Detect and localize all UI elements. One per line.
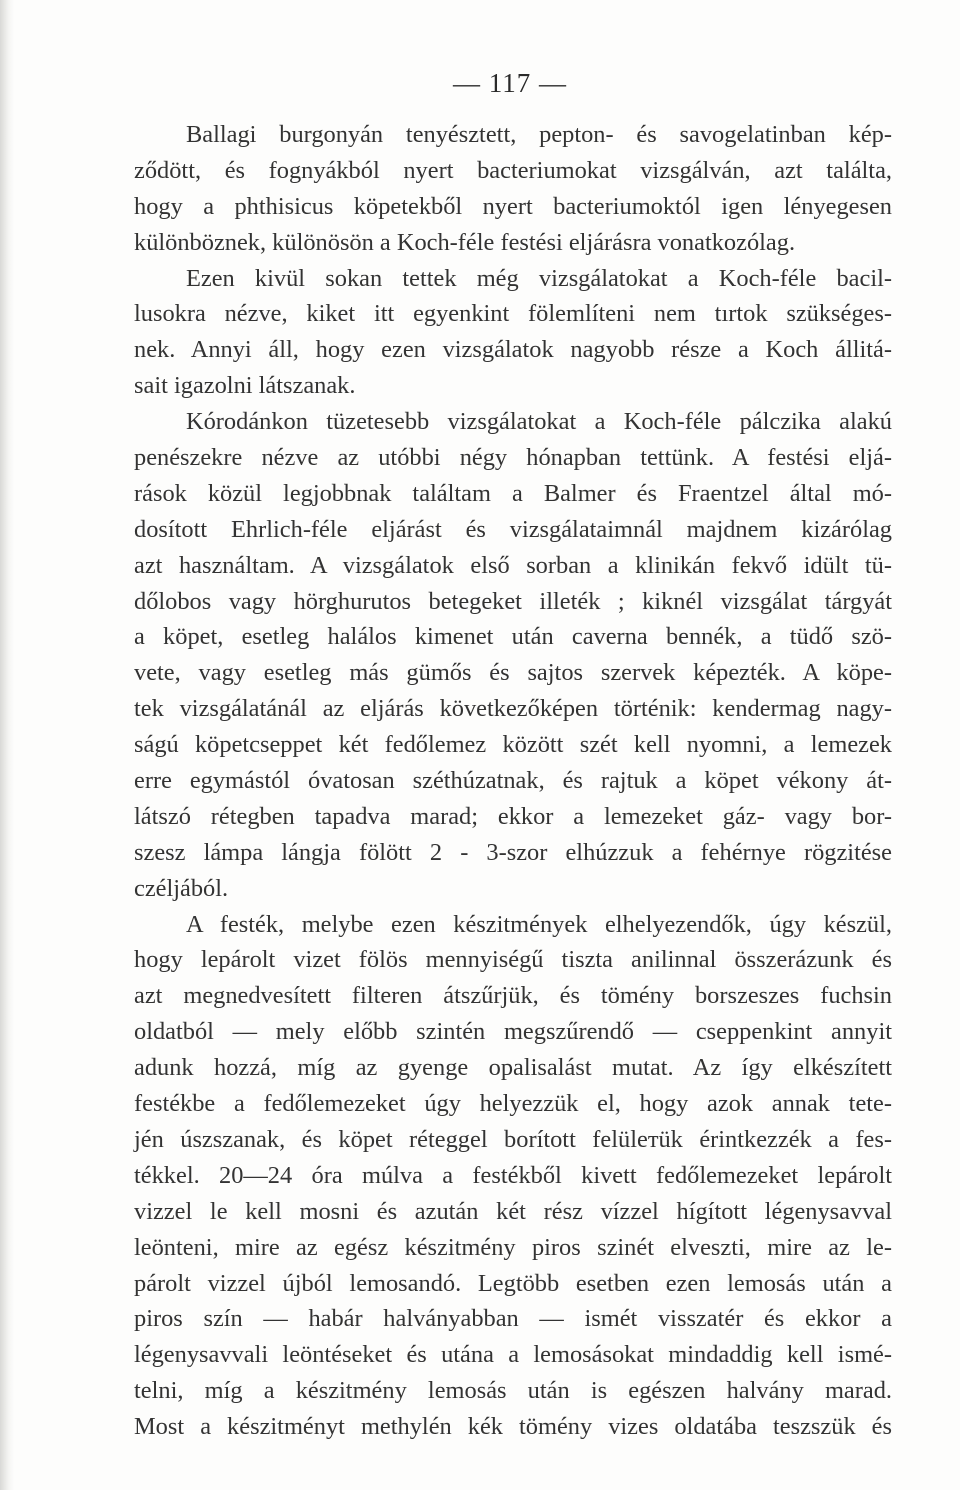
text-line: lusokra nézve, kiket itt egyenkint fölemlíteni nem tırtok szükséges- xyxy=(134,300,892,328)
text-line: különböznek, különösön a Koch-féle festési eljárásra vonatkozólag. xyxy=(134,228,796,256)
text-line: adunk hozzá, míg az gyenge opalisalást mutat. Az így elkészített xyxy=(134,1054,892,1082)
text-line: hogy a phthisicus köpetekből nyert bacteriumoktól igen lényegesen xyxy=(134,192,892,220)
text-line: látszó rétegben tapadva marad; ekkor a lemezeket gáz- vagy bor- xyxy=(134,802,892,830)
text-line: piros szín — habár halványabban — ismét visszatér és ekkor a xyxy=(134,1305,892,1333)
text-line: oldatból — mely előbb szintén megszűrendő — cseppenkint annyit xyxy=(134,1018,892,1046)
text-line: azt használtam. A vizsgálatok első sorban a klinikán fekvő idült tü- xyxy=(134,551,892,579)
text-line: penészekre nézve az utóbbi négy hónapban tettünk. A festési eljá- xyxy=(134,444,892,472)
text-line: légenysavvali leöntéseket és utána a lemosásokat mindaddig kell ismé- xyxy=(134,1341,892,1369)
text-line: a köpet, esetleg halálos kimenet után caverna bennék, a tüdő szö- xyxy=(134,623,892,651)
text-line: czéljából. xyxy=(134,874,229,902)
text-line: vizzel le kell mosni és azután két rész vízzel hígított légenysavval xyxy=(134,1197,892,1225)
text-line: hogy lepárolt vizet fölös mennyiségű tiszta anilinnal összerázunk és xyxy=(134,946,892,974)
text-line: Most a készitményt methylén kék tömény vizes oldatába teszszük és xyxy=(134,1413,892,1441)
text-line: dőlobos vagy hörghurutos betegeket illeték ; kiknél vizsgálat tárgyát xyxy=(134,587,892,615)
text-line: erre egymástól óvatosan széthúzatnak, és rajtuk a köpet vékony át- xyxy=(134,767,892,795)
text-line: szesz lámpa lángja fölött 2 - 3-szor elhúzzuk a fehérnye rögzitése xyxy=(134,838,892,866)
text-line: párolt vizzel újból lemosandó. Legtöbb esetben ezen lemosás után a xyxy=(134,1269,892,1297)
text-line: dosított Ehrlich-féle eljárást és vizsgálataimnál majdnem kizárólag xyxy=(134,515,892,543)
text-line: tékkel. 20—24 óra múlva a festékből kivett fedőlemezeket lepárolt xyxy=(134,1161,892,1189)
text-line: vete, vagy esetleg más gümős és sajtos szervek képezték. A köpe- xyxy=(134,659,892,687)
text-line: Ezen kivül sokan tettek még vizsgálatokat a Koch-féle bacil- xyxy=(186,264,892,292)
text-line: A festék, melybe ezen készitmények elhelyezendők, úgy készül, xyxy=(186,910,892,938)
text-line: tek vizsgálatánál az eljárás következőképen történik: kendermag nagy- xyxy=(134,695,892,723)
text-line: ságú köpetcseppet két fedőlemez között szét kell nyomni, a lemezek xyxy=(134,731,892,759)
text-line: azt megnedvesített filteren átszűrjük, és tömény borszeszes fuchsin xyxy=(134,982,892,1010)
text-line: nek. Annyi áll, hogy ezen vizsgálatok nagyobb része a Koch állitá- xyxy=(134,336,892,364)
text-line: jén úszszanak, és köpet réteggel borított felülетük érintkezzék a fes- xyxy=(134,1125,892,1153)
text-line: leönteni, mire az egész készitmény piros szinét elveszti, mire az le- xyxy=(134,1233,892,1261)
text-line: festékbe a fedőlemezeket úgy helyezzük el, hogy azok annak tete- xyxy=(134,1090,892,1118)
text-line: telni, míg a készitmény lemosás után is egészen halvány marad. xyxy=(134,1377,892,1405)
text-line: ződött, és fognyákból nyert bacteriumokat vizsgálván, azt találta, xyxy=(134,156,892,184)
page-number: — 117 — xyxy=(453,68,567,98)
text-line: Ballagi burgonyán tenyésztett, pepton- és savogelatinban kép- xyxy=(186,121,892,148)
page-binding-shadow xyxy=(0,0,14,1490)
text-line: rások közül legjobbnak találtam a Balmer és Fraentzel által mó- xyxy=(134,479,892,507)
body-text xyxy=(134,117,892,1445)
text-line: Kórodánkon tüzetesebb vizsgálatokat a Koch-féle pálczika alakú xyxy=(186,408,892,436)
text-line: sait igazolni látszanak. xyxy=(134,372,356,400)
